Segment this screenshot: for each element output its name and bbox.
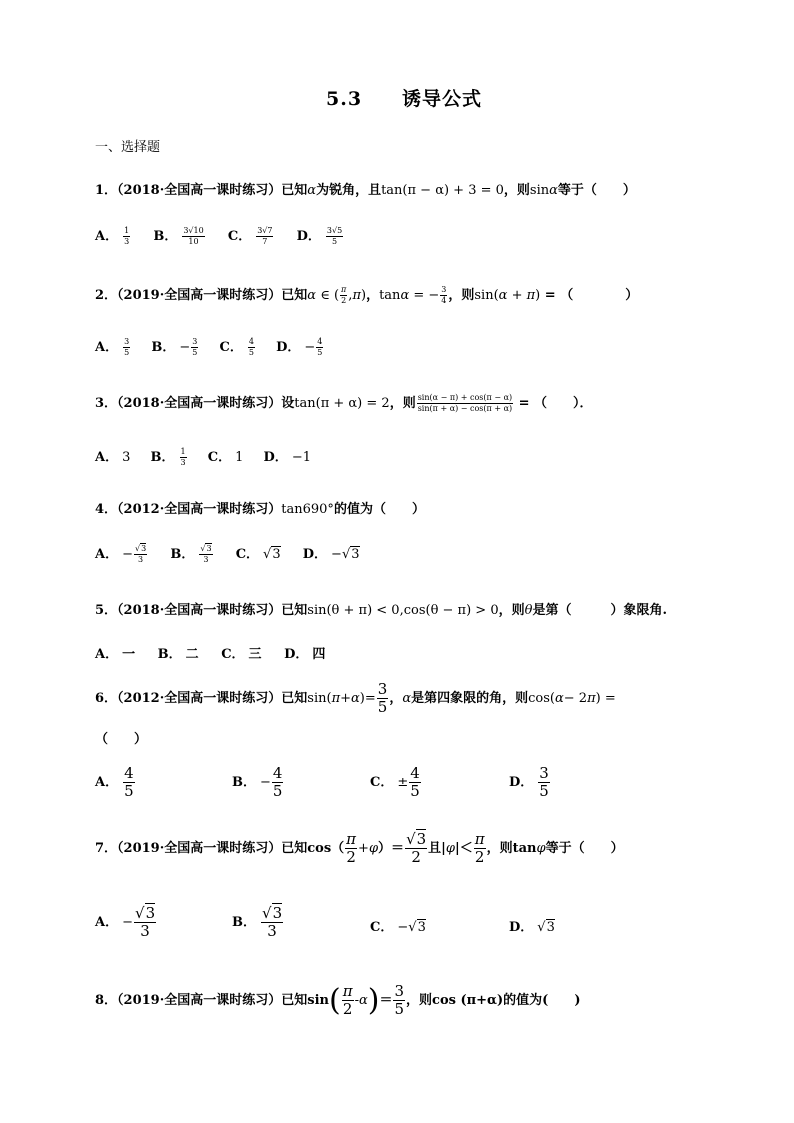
page-title: 5.3 诱导公式 bbox=[326, 88, 483, 110]
question-4-options bbox=[95, 543, 360, 564]
question-7: 7．（2019·全国高一课时练习）已知cos（ $\frac{\pi}{2}$ +φ）＝ $\frac{√3}{2}$ 且|φ|＜ $\frac{\pi}{2}$ ，则tanφ等于（ ） bbox=[95, 830, 624, 866]
option-c[interactable]: C． 三 bbox=[221, 647, 262, 662]
option-d[interactable]: D． − $\frac{4}{5}$ bbox=[276, 337, 323, 357]
option-b[interactable]: B． $\frac{3√10}{10}$ bbox=[153, 226, 204, 246]
option-b[interactable]: B． 二 bbox=[157, 647, 199, 662]
option-a[interactable]: A． 3 bbox=[95, 450, 131, 465]
option-d[interactable]: D． $\frac{3√5}{5}$ bbox=[296, 226, 343, 246]
question-5: 5．（2018·全国高一课时练习）已知sin(θ + π) < 0,cos(θ − π) > 0，则θ是第（ ）象限角. bbox=[95, 603, 667, 618]
option-a[interactable]: A． − $\frac{√3}{3}$ bbox=[95, 904, 156, 940]
option-d[interactable]: D． −1 bbox=[263, 450, 311, 465]
option-b[interactable]: B． $\frac{1}{3}$ bbox=[150, 447, 186, 467]
question-6-continued: （ ） bbox=[95, 732, 148, 747]
question-2: 2．（2019·全国高一课时练习）已知α ∈ ( $\frac{\pi}{2}$ ,π)，tanα = − $\frac{3}{4}$ ，则sin(α + π) = （ ） bbox=[95, 285, 639, 305]
option-a[interactable]: A． $\frac{4}{5}$ bbox=[95, 764, 134, 800]
option-a[interactable]: A． $\frac{1}{3}$ bbox=[95, 226, 130, 246]
option-c[interactable]: C． $\frac{3√7}{7}$ bbox=[227, 226, 273, 246]
option-a[interactable]: A． − $\frac{√3}{3}$ bbox=[95, 544, 147, 564]
option-b[interactable]: B． $\frac{√3}{3}$ bbox=[232, 904, 283, 940]
option-d[interactable]: D． $\frac{3}{5}$ bbox=[509, 764, 549, 800]
question-1: 1．（2018·全国高一课时练习）已知α为锐角，且tan(π − α) + 3 = 0，则sinα等于（ ） bbox=[95, 183, 636, 198]
option-c[interactable]: C． $\frac{4}{5}$ bbox=[219, 337, 254, 357]
option-b[interactable]: B． $\frac{√3}{3}$ bbox=[170, 544, 212, 564]
option-b[interactable]: B． − $\frac{4}{5}$ bbox=[232, 764, 283, 800]
option-d[interactable]: D． 四 bbox=[284, 647, 326, 662]
option-c[interactable]: C． ± $\frac{4}{5}$ bbox=[370, 764, 420, 800]
question-6: 6．（2012·全国高一课时练习）已知sin(π+α)= $\frac{3}{5}$ ，α是第四象限的角，则cos(α− 2π) = bbox=[95, 680, 616, 716]
option-c[interactable]: C． √3 bbox=[235, 547, 281, 562]
option-a[interactable]: A． 一 bbox=[95, 647, 136, 662]
option-c[interactable]: C． 1 bbox=[207, 450, 244, 465]
option-b[interactable]: B． − $\frac{3}{5}$ bbox=[151, 337, 198, 357]
question-5-options bbox=[95, 643, 325, 662]
question-3-options bbox=[95, 446, 311, 467]
question-8: 8．（2019·全国高一课时练习）已知sin( $\frac{\pi}{2}$ -α)＝ $\frac{3}{5}$ ，则cos (π+α)的值为( ) bbox=[95, 982, 581, 1018]
question-2-options bbox=[95, 336, 324, 357]
question-1-options bbox=[95, 225, 344, 246]
question-4: 4．（2012·全国高一课时练习）tan690°的值为（ ） bbox=[95, 502, 425, 517]
option-c[interactable]: C． −√3 bbox=[370, 920, 426, 935]
option-a[interactable]: A． $\frac{3}{5}$ bbox=[95, 337, 130, 357]
option-d[interactable]: D． −√3 bbox=[302, 547, 360, 562]
option-d[interactable]: D． √3 bbox=[509, 920, 555, 935]
question-3: 3．（2018·全国高一课时练习）设tan(π + α) = 2，则 $\frac{\sin(\alpha - \pi) + \cos(\pi - \alpha)}{\sin(\pi + \alpha) - \cos(\pi + \alpha)}$ = （ ）． bbox=[95, 393, 593, 413]
section-heading: 一、选择题 bbox=[95, 140, 161, 155]
